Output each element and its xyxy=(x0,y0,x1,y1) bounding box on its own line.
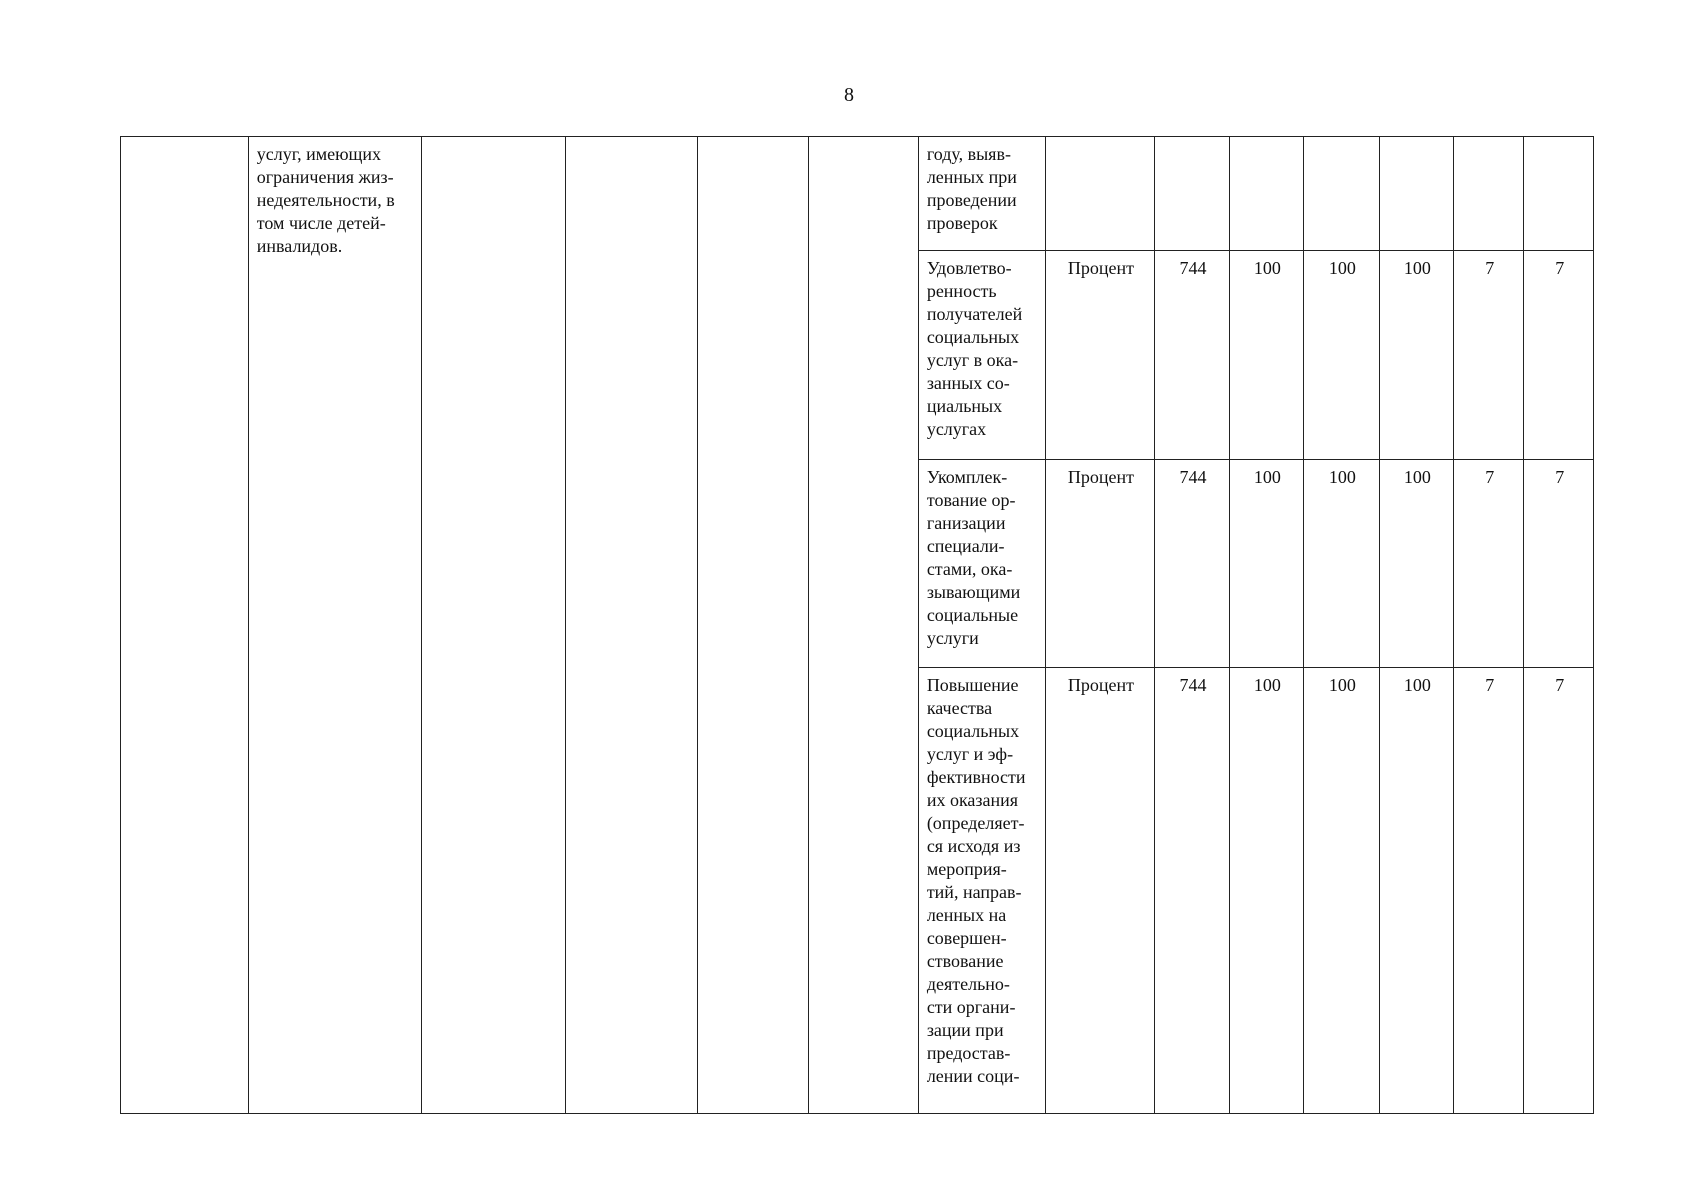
table-row xyxy=(121,137,1594,251)
value-cell: 100 xyxy=(1229,460,1303,668)
value-cell: 100 xyxy=(1379,668,1453,1114)
deviation-cell: 7 xyxy=(1454,668,1524,1114)
empty-cell xyxy=(698,137,809,1114)
value-cell xyxy=(1379,137,1453,251)
value-cell: 100 xyxy=(1304,251,1379,460)
empty-cell xyxy=(421,137,565,1114)
empty-cell xyxy=(121,137,249,1114)
deviation-cell xyxy=(1454,137,1524,251)
indicator-name: Укомплек- тование ор- ганизации специали- стами, ока- зывающими социальные услуги xyxy=(926,467,1021,648)
okei-code-cell xyxy=(1155,137,1229,251)
unit-cell: Процент xyxy=(1045,668,1155,1114)
deviation-cell: 7 xyxy=(1454,460,1524,668)
service-description-text: услуг, имеющих ограничения жиз- недеятельности, в том числе детей- инвалидов. xyxy=(256,144,395,256)
value-cell xyxy=(1229,137,1303,251)
service-description-cell xyxy=(248,137,421,1114)
deviation-cell: 7 xyxy=(1524,460,1594,668)
value-cell: 100 xyxy=(1379,251,1453,460)
indicator-name-cell xyxy=(918,137,1045,251)
empty-cell xyxy=(565,137,698,1114)
indicator-name-cell xyxy=(918,668,1045,1114)
value-cell xyxy=(1304,137,1379,251)
value-cell: 100 xyxy=(1304,460,1379,668)
okei-code-cell: 744 xyxy=(1155,460,1229,668)
quality-indicators-table xyxy=(120,136,1594,1114)
value-cell: 100 xyxy=(1304,668,1379,1114)
indicator-name: Повышение качества социальных услуг и эф- фективности их оказания (определяет- ся исходя из мероприя- тий, направ- ленных на совершен- ствование деятельно- сти органи- зации при предостав- лении соци- xyxy=(926,675,1026,1086)
empty-cell xyxy=(809,137,919,1114)
deviation-cell xyxy=(1524,137,1594,251)
unit-cell: Процент xyxy=(1045,460,1155,668)
okei-code-cell: 744 xyxy=(1155,668,1229,1114)
deviation-cell: 7 xyxy=(1524,251,1594,460)
indicator-name-cell xyxy=(918,460,1045,668)
indicator-name: году, выяв- ленных при проведении проверок xyxy=(926,144,1017,233)
page-number: 8 xyxy=(844,84,854,106)
indicator-name: Удовлетво- ренность получателей социальных услуг в ока- занных со- циальных услугах xyxy=(926,258,1023,439)
deviation-cell: 7 xyxy=(1454,251,1524,460)
unit-cell xyxy=(1045,137,1155,251)
value-cell: 100 xyxy=(1379,460,1453,668)
value-cell: 100 xyxy=(1229,668,1303,1114)
unit-cell: Процент xyxy=(1045,251,1155,460)
deviation-cell: 7 xyxy=(1524,668,1594,1114)
indicator-name-cell xyxy=(918,251,1045,460)
value-cell: 100 xyxy=(1229,251,1303,460)
okei-code-cell: 744 xyxy=(1155,251,1229,460)
